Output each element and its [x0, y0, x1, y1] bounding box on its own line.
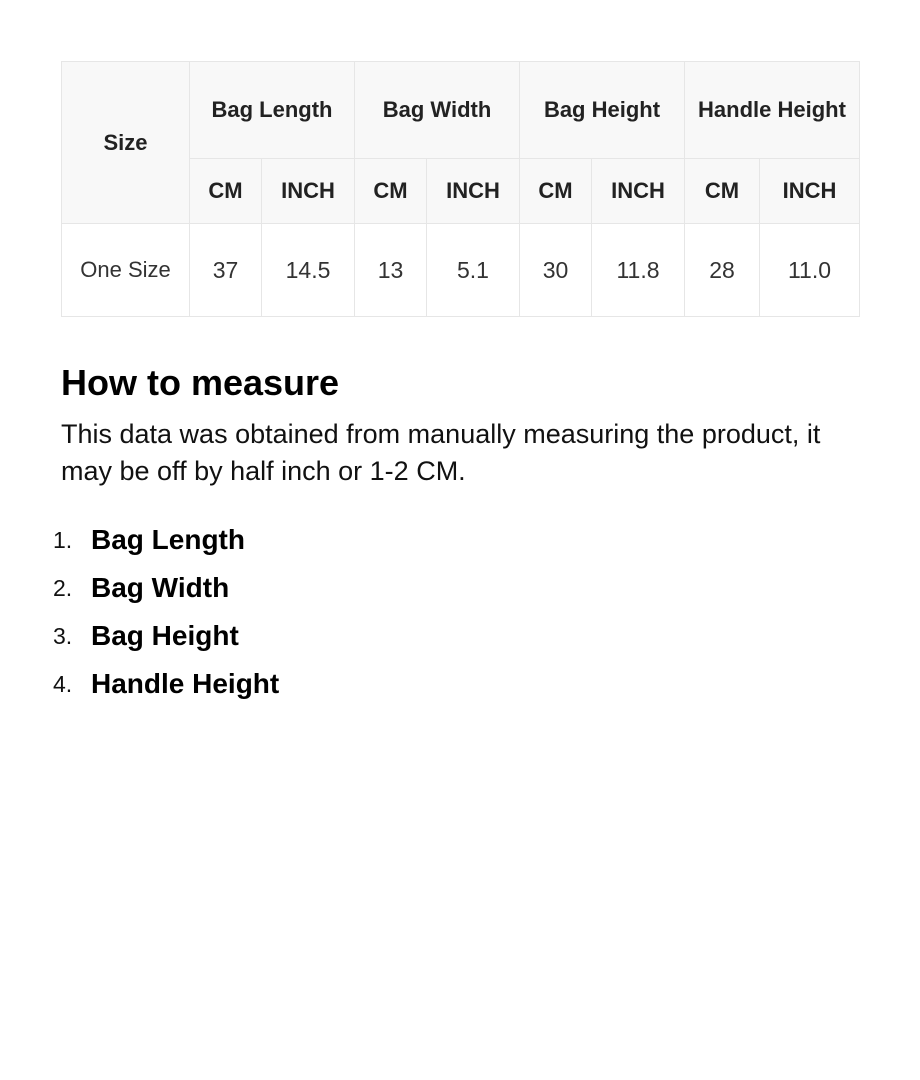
unit-header: CM — [520, 159, 592, 224]
size-cell: One Size — [62, 224, 190, 317]
bag-length-header: Bag Length — [190, 62, 355, 159]
table-cell: 11.0 — [760, 224, 860, 317]
list-label: Bag Height — [91, 620, 239, 651]
unit-header: INCH — [760, 159, 860, 224]
list-item — [53, 660, 861, 708]
how-to-measure-section — [53, 358, 861, 708]
list-item — [53, 612, 861, 660]
unit-header: INCH — [262, 159, 355, 224]
list-number: 4. — [53, 670, 73, 697]
table-cell: 28 — [685, 224, 760, 317]
size-chart-table — [61, 61, 860, 317]
table-cell: 14.5 — [262, 224, 355, 317]
unit-header: CM — [685, 159, 760, 224]
list-label: Bag Width — [91, 572, 230, 603]
table-row — [62, 224, 860, 317]
table-cell: 5.1 — [427, 224, 520, 317]
measure-description: This data was obtained from manually measuring the product, it may be off by half inch or 1-2 CM. — [61, 419, 821, 486]
list-number: 2. — [53, 574, 73, 601]
table-cell: 11.8 — [592, 224, 685, 317]
table-cell: 30 — [520, 224, 592, 317]
handle-height-header: Handle Height — [685, 62, 860, 159]
bag-height-header: Bag Height — [520, 62, 685, 159]
list-label: Bag Length — [91, 524, 245, 555]
unit-header: INCH — [427, 159, 520, 224]
list-label: Handle Height — [91, 668, 280, 699]
unit-header: CM — [355, 159, 427, 224]
section-title: How to measure — [61, 362, 340, 403]
bag-width-header: Bag Width — [355, 62, 520, 159]
list-item — [53, 564, 861, 612]
unit-header: CM — [190, 159, 262, 224]
list-number: 1. — [53, 526, 73, 553]
size-column-header: Size — [62, 62, 190, 224]
table-cell: 13 — [355, 224, 427, 317]
list-number: 3. — [53, 622, 73, 649]
table-cell: 37 — [190, 224, 262, 317]
unit-header: INCH — [592, 159, 685, 224]
table-header-row — [62, 62, 860, 159]
list-item — [53, 516, 861, 564]
measure-list — [53, 516, 861, 708]
